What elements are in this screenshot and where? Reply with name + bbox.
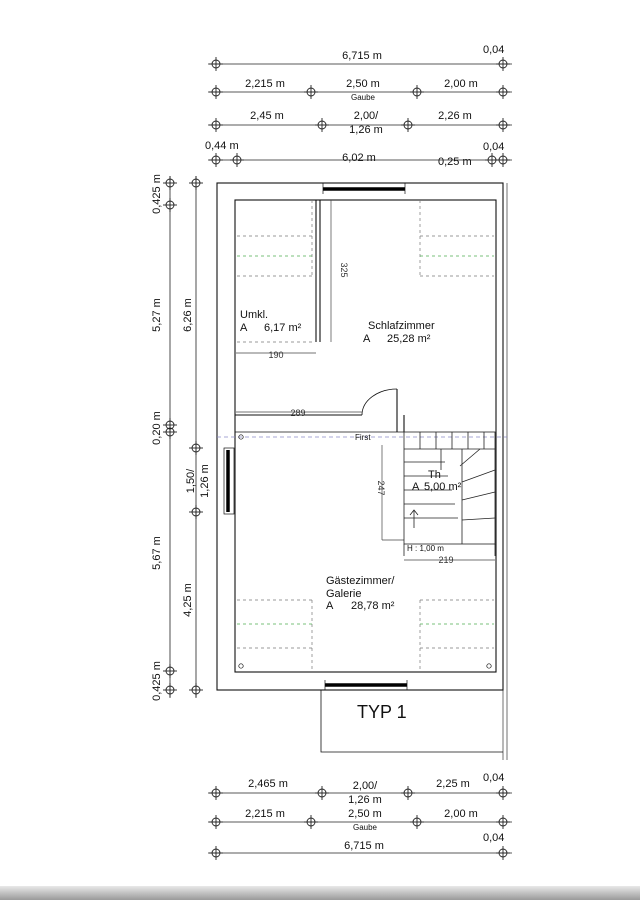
dim-bottom2-a: 2,215 m bbox=[245, 808, 285, 820]
dim-bottom1-a: 2,465 m bbox=[248, 778, 288, 790]
dim-top4-b: 6,02 m bbox=[342, 152, 376, 164]
dim-219: 219 bbox=[438, 555, 454, 565]
dim-bottom2-note: Gaube bbox=[352, 823, 378, 832]
building-walls bbox=[217, 183, 507, 760]
left-dimension-markers bbox=[163, 176, 203, 697]
dim-top4-edge: 0,04 bbox=[483, 141, 505, 153]
room-schlafzimmer-area: 25,28 m² bbox=[387, 333, 431, 345]
room-gaestezimmer-name-1: Gästezimmer/ bbox=[326, 575, 395, 587]
dim-left-inner-b2: 1,26 m bbox=[199, 464, 211, 498]
dim-247: 247 bbox=[376, 480, 386, 496]
door-swing bbox=[362, 389, 397, 415]
drawing-title: TYP 1 bbox=[357, 702, 407, 722]
room-th-prefix: A bbox=[412, 481, 420, 493]
room-gaestezimmer-prefix: A bbox=[326, 600, 334, 612]
dim-bottom2-b: 2,50 m bbox=[348, 808, 382, 820]
dim-left-d: 5,67 m bbox=[151, 536, 163, 570]
dim-top2-note: Gaube bbox=[350, 93, 376, 102]
dim-190: 190 bbox=[268, 350, 284, 360]
room-schlafzimmer-prefix: A bbox=[363, 333, 371, 345]
dim-325: 325 bbox=[339, 262, 349, 278]
balcony-outline bbox=[321, 690, 503, 752]
ridge-label: First bbox=[355, 433, 371, 442]
dim-left-b: 5,27 m bbox=[151, 298, 163, 332]
room-schlafzimmer-name: Schlafzimmer bbox=[368, 320, 435, 332]
dim-left-a: 0,425 m bbox=[151, 174, 163, 214]
staircase bbox=[404, 432, 495, 556]
dim-left-inner-b1: 1,50/ bbox=[185, 468, 197, 494]
dim-bottom2-c: 2,00 m bbox=[444, 808, 478, 820]
dim-left-inner-a: 6,26 m bbox=[182, 298, 194, 332]
dim-bottom1-b1: 2,00/ bbox=[352, 780, 378, 792]
dim-top3-c: 2,26 m bbox=[438, 110, 472, 122]
page-bottom-edge bbox=[0, 886, 640, 900]
dim-left-e: 0,425 m bbox=[151, 661, 163, 701]
dim-top3-b1: 2,00/ bbox=[353, 110, 379, 122]
dim-top3-b2: 1,26 m bbox=[349, 124, 383, 136]
room-umkl-name: Umkl. bbox=[240, 309, 269, 321]
dim-top2-a: 2,215 m bbox=[245, 78, 285, 90]
dim-bottom1-edge: 0,04 bbox=[483, 772, 505, 784]
dim-top4-a: 0,44 m bbox=[205, 140, 239, 152]
room-th-name: Th bbox=[428, 469, 441, 481]
dim-bottom3-edge: 0,04 bbox=[483, 832, 505, 844]
dim-bottom1-c: 2,25 m bbox=[436, 778, 470, 790]
dim-top-edge: 0,04 bbox=[483, 44, 505, 56]
interior-measurements bbox=[236, 200, 495, 560]
dim-top-total: 6,715 m bbox=[342, 50, 382, 62]
dim-left-c: 0,20 m bbox=[151, 411, 163, 445]
room-umkl-prefix: A bbox=[240, 322, 248, 334]
room-gaestezimmer-name-2: Galerie bbox=[326, 588, 362, 600]
room-gaestezimmer-area: 28,78 m² bbox=[351, 600, 395, 612]
dim-289: 289 bbox=[290, 408, 306, 418]
dim-bottom3-total: 6,715 m bbox=[344, 840, 384, 852]
dim-bottom1-b2: 1,26 m bbox=[348, 794, 382, 806]
dim-left-inner-c: 4,25 m bbox=[182, 583, 194, 617]
room-umkl-area: 6,17 m² bbox=[264, 322, 302, 334]
dim-top3-a: 2,45 m bbox=[250, 110, 284, 122]
dim-top2-b: 2,50 m bbox=[346, 78, 380, 90]
dim-top4-c: 0,25 m bbox=[438, 156, 472, 168]
stair-height: H : 1,00 m bbox=[407, 544, 444, 553]
left-dimension-chains bbox=[170, 176, 196, 698]
room-th-area: 5,00 m² bbox=[424, 481, 462, 493]
dim-top2-c: 2,00 m bbox=[444, 78, 478, 90]
